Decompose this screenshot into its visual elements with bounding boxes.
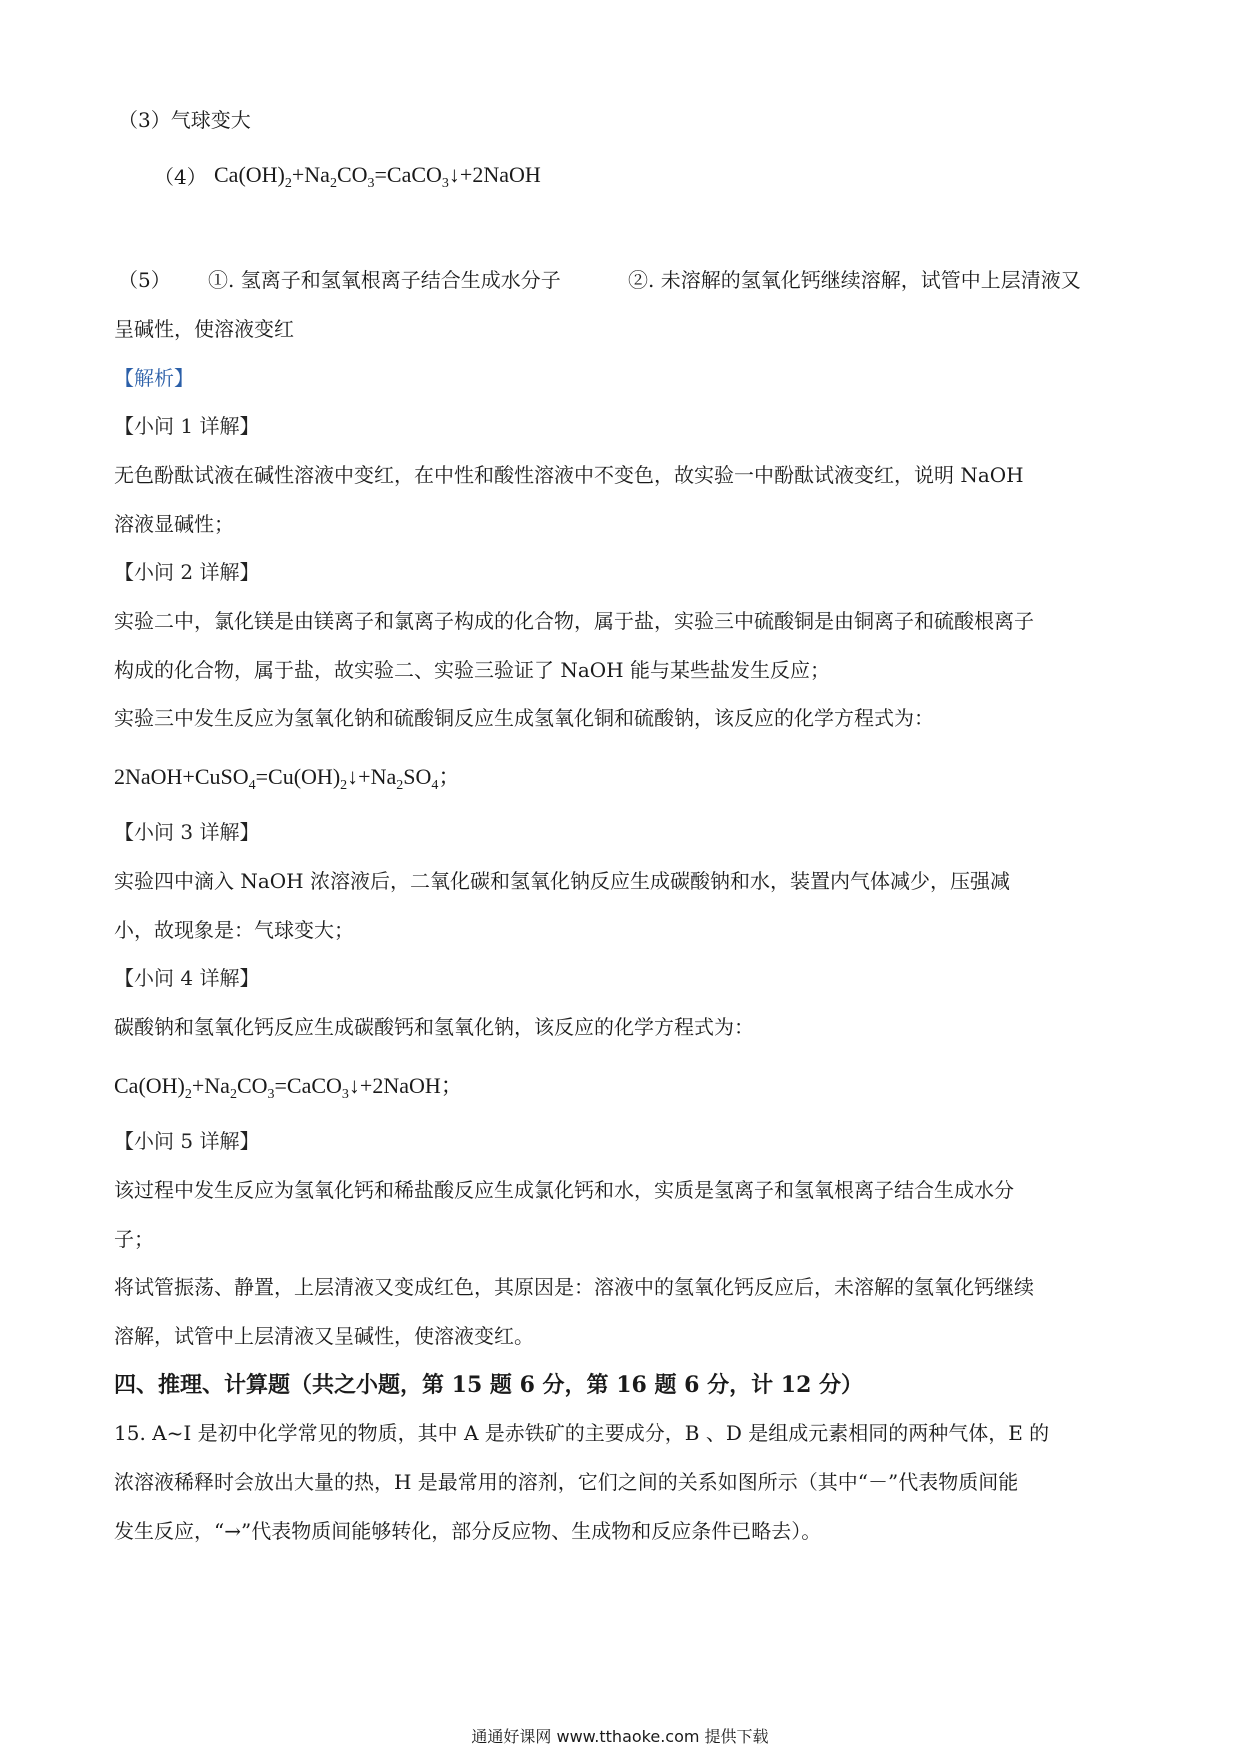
subquestion-2-heading: 【小问 2 详解】 [114, 560, 260, 584]
subquestion-5-heading: 【小问 5 详解】 [114, 1129, 260, 1153]
answer-4-equation: $Ca(OH)_2+Na_2CO_3=CaCO_3↓+2NaOH$ [214, 162, 541, 191]
subquestion-5-text: 子； [114, 1227, 154, 1251]
subquestion-1-text: 无色酚酞试液在碱性溶液中变红，在中性和酸性溶液中不变色，故实验一中酚酞试液变红，说明 NaOH [114, 463, 1024, 487]
subquestion-5-text: 将试管振荡、静置，上层清液又变成红色，其原因是：溶液中的氢氧化钙反应后，未溶解的氢氧化钙继续 [114, 1275, 1034, 1299]
question-15-text: 15. A~I 是初中化学常见的物质，其中 A 是赤铁矿的主要成分，B 、D 是组成元素相同的两种气体，E 的 [114, 1421, 1050, 1445]
answer-5-part1: ①. 氢离子和氢氧根离子结合生成水分子 [208, 268, 561, 292]
subquestion-2-text: 实验三中发生反应为氢氧化钠和硫酸铜反应生成氢氧化铜和硫酸钠，该反应的化学方程式为： [114, 706, 934, 730]
subquestion-2-text: 构成的化合物，属于盐，故实验二、实验三验证了 NaOH 能与某些盐发生反应； [114, 658, 830, 682]
page-footer: 通通好课网 www.tthaoke.com 提供下载 [471, 1727, 769, 1746]
answer-3: （3）气球变大 [118, 108, 251, 132]
subquestion-4-text: 碳酸钠和氢氧化钙反应生成碳酸钙和氢氧化钠，该反应的化学方程式为： [114, 1015, 754, 1039]
answer-4-label: （4） [154, 165, 207, 189]
analysis-label: 【解析】 [114, 366, 194, 390]
subquestion-3-text: 实验四中滴入 NaOH 浓溶液后，二氧化碳和氢氧化钠反应生成碳酸钠和水，装置内气体减少，压强减 [114, 869, 1010, 893]
subquestion-1-text: 溶液显碱性； [114, 512, 234, 536]
subquestion-2-text: 实验二中，氯化镁是由镁离子和氯离子构成的化合物，属于盐，实验三中硫酸铜是由铜离子和硫酸根离子 [114, 609, 1034, 633]
section-4-heading: 四、推理、计算题（共之小题，第 15 题 6 分，第 16 题 6 分，计 12 分） [114, 1372, 864, 1398]
subquestion-1-heading: 【小问 1 详解】 [114, 414, 260, 438]
answer-5-label: （5） [118, 268, 171, 292]
subquestion-3-text: 小，故现象是：气球变大； [114, 918, 354, 942]
subquestion-2-equation: $2NaOH+CuSO_4=Cu(OH)_2↓+Na_2SO_4$； [114, 764, 461, 793]
subquestion-4-heading: 【小问 4 详解】 [114, 966, 260, 990]
answer-5-line2: 呈碱性，使溶液变红 [114, 317, 294, 341]
subquestion-5-text: 溶解，试管中上层清液又呈碱性，使溶液变红。 [114, 1324, 534, 1348]
question-15-text: 浓溶液稀释时会放出大量的热，H 是最常用的溶剂，它们之间的关系如图所示（其中“－”代表物质间能 [114, 1470, 1019, 1494]
subquestion-3-heading: 【小问 3 详解】 [114, 820, 260, 844]
question-15-text: 发生反应，“→”代表物质间能够转化，部分反应物、生成物和反应条件已略去）。 [114, 1519, 822, 1543]
answer-5-part2: ②. 未溶解的氢氧化钙继续溶解，试管中上层清液又 [628, 268, 1081, 292]
subquestion-4-equation: $Ca(OH)_2+Na_2CO_3=CaCO_3↓+2NaOH$； [114, 1073, 463, 1102]
subquestion-5-text: 该过程中发生反应为氢氧化钙和稀盐酸反应生成氯化钙和水，实质是氢离子和氢氧根离子结合生成水分 [114, 1178, 1014, 1202]
